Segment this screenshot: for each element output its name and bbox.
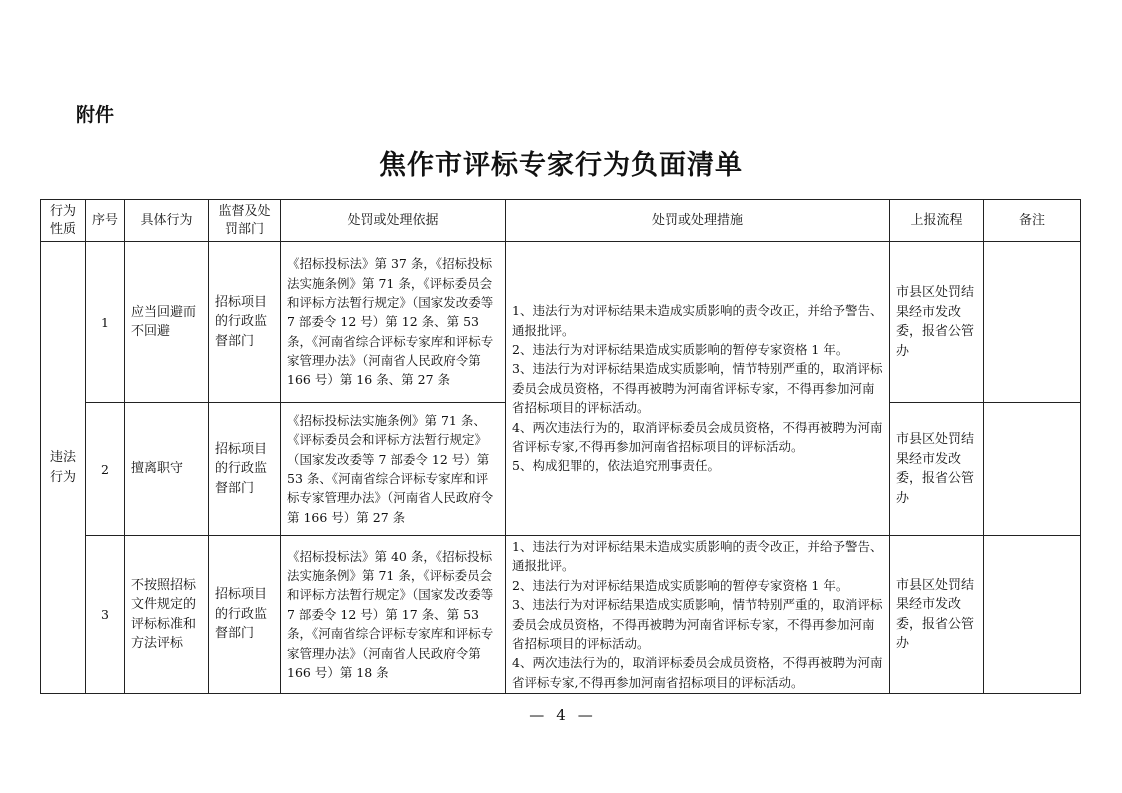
basis-cell: 《招标投标法实施条例》第 71 条、《评标委员会和评标方法暂行规定》（国家发改委等 7 部委令 12 号）第 53 条、《河南省综合评标专家库和评标专家管理办法》（河南省人民政府令第 166 号）第 27 条 (281, 403, 506, 536)
page-dash-right: — (577, 706, 593, 724)
remark-cell (984, 536, 1081, 694)
remark-cell (984, 403, 1081, 536)
header-report: 上报流程 (890, 200, 984, 242)
page-dash-left: — (529, 706, 545, 724)
seq-cell: 1 (86, 242, 125, 403)
measure-cell-row3 (506, 536, 890, 694)
dept-cell: 招标项目的行政监督部门 (209, 403, 281, 536)
negative-list-table (40, 199, 1081, 694)
seq-cell: 2 (86, 403, 125, 536)
header-measure: 处罚或处理措施 (506, 200, 890, 242)
table-row (41, 536, 1081, 694)
header-nature: 行为性质 (41, 200, 86, 242)
remark-cell (984, 242, 1081, 403)
measure-item: 1、违法行为对评标结果未造成实质影响的责令改正，并给予警告、通报批评。 (512, 539, 883, 574)
page-title: 焦作市评标专家行为负面清单 (379, 150, 743, 181)
header-behavior: 具体行为 (125, 200, 209, 242)
basis-cell: 《招标投标法》第 40 条，《招标投标法实施条例》第 71 条，《评标委员会和评标方法暂行规定》（国家发改委等 7 部委令 12 号）第 17 条、第 53 条，《河南省综合评标专家库和评标专家管理办法》（河南省人民政府令第 166 号）第 18 条 (281, 536, 506, 694)
nature-cell: 违法行为 (41, 242, 86, 694)
header-basis: 处罚或处理依据 (281, 200, 506, 242)
attachment-label: 附件 (76, 104, 115, 126)
header-dept: 监督及处罚部门 (209, 200, 281, 242)
report-cell: 市县区处罚结果经市发改委，报省公管办 (890, 242, 984, 403)
table-row (41, 242, 1081, 403)
measure-item: 2、违法行为对评标结果造成实质影响的暂停专家资格 1 年。 (512, 342, 849, 358)
measure-item: 4、两次违法行为的，取消评标委员会成员资格，不得再被聘为河南省评标专家,不得再参加河南省招标项目的评标活动。 (512, 419, 883, 454)
measure-item: 2、违法行为对评标结果造成实质影响的暂停专家资格 1 年。 (512, 577, 849, 593)
header-seq: 序号 (86, 200, 125, 242)
behavior-cell: 擅离职守 (125, 403, 209, 536)
page-number (0, 706, 1122, 724)
behavior-cell: 应当回避而不回避 (125, 242, 209, 403)
basis-cell: 《招标投标法》第 37 条，《招标投标法实施条例》第 71 条，《评标委员会和评标方法暂行规定》（国家发改委等 7 部委令 12 号）第 12 条、第 53 条，《河南省综合评标专家库和评标专家管理办法》（河南省人民政府令第 166 号）第 16 条、第 27 条 (281, 242, 506, 403)
page-number-value: 4 (556, 706, 566, 724)
dept-cell: 招标项目的行政监督部门 (209, 242, 281, 403)
measure-cell-shared (506, 242, 890, 536)
header-remark: 备注 (984, 200, 1081, 242)
measure-item: 5、构成犯罪的，依法追究刑事责任。 (512, 458, 720, 474)
report-cell: 市县区处罚结果经市发改委，报省公管办 (890, 536, 984, 694)
table-header-row (41, 200, 1081, 242)
dept-cell: 招标项目的行政监督部门 (209, 536, 281, 694)
seq-cell: 3 (86, 536, 125, 694)
measure-item: 3、违法行为对评标结果造成实质影响，情节特别严重的，取消评标委员会成员资格，不得再被聘为河南省评标专家，不得再参加河南省招标项目的评标活动。 (512, 361, 883, 416)
measure-item: 1、违法行为对评标结果未造成实质影响的责令改正，并给予警告、通报批评。 (512, 303, 883, 338)
measure-item: 3、违法行为对评标结果造成实质影响，情节特别严重的，取消评标委员会成员资格，不得再被聘为河南省评标专家，不得再参加河南省招标项目的评标活动。 (512, 597, 883, 651)
behavior-cell: 不按照招标文件规定的评标标准和方法评标 (125, 536, 209, 694)
report-cell: 市县区处罚结果经市发改委，报省公管办 (890, 403, 984, 536)
measure-item: 4、两次违法行为的，取消评标委员会成员资格，不得再被聘为河南省评标专家,不得再参加河南省招标项目的评标活动。 (512, 655, 883, 690)
